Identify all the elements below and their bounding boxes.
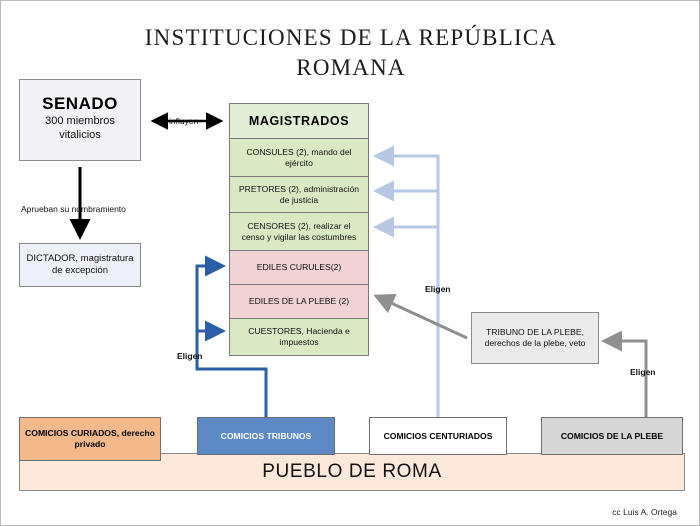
- label-eligen-left: Eligen: [177, 351, 203, 361]
- label-aprueban: Aprueban su nombramiento: [21, 204, 126, 214]
- page-title-line1: INSTITUCIONES DE LA REPÚBLICA: [144, 25, 558, 50]
- pueblo-de-roma-band: PUEBLO DE ROMA: [19, 453, 685, 491]
- magistrados-row-ediles-curules: EDILES CURULES(2): [230, 251, 368, 285]
- senado-title: SENADO: [42, 94, 118, 113]
- magistrados-row-consules: CONSULES (2), mando del ejército: [230, 139, 368, 177]
- magistrados-row-ediles-plebe: EDILES DE LA PLEBE (2): [230, 285, 368, 319]
- magistrados-row-pretores: PRETORES (2), administración de justicia: [230, 177, 368, 213]
- senado-box: [19, 79, 141, 161]
- label-influyen: influyen: [169, 116, 199, 126]
- page-title: [1, 23, 700, 83]
- magistrados-row-censores: CENSORES (2), realizar el censo y vigilar las costumbres: [230, 213, 368, 251]
- senado-detail-1: 300 miembros: [45, 115, 115, 127]
- dictador-box: DICTADOR, magistratura de excepción: [19, 243, 141, 287]
- senado-detail-2: vitalicios: [59, 129, 101, 141]
- magistrados-row-cuestores: CUESTORES, Hacienda e impuestos: [230, 319, 368, 355]
- label-eligen-right: Eligen: [630, 367, 656, 377]
- comicios-plebe-box: COMICIOS DE LA PLEBE: [541, 417, 683, 455]
- tribuno-plebe-box: TRIBUNO DE LA PLEBE, derechos de la plebe, veto: [471, 312, 599, 364]
- magistrados-header: MAGISTRADOS: [230, 104, 368, 139]
- comicios-centuriados-box: COMICIOS CENTURIADOS: [369, 417, 507, 455]
- comicios-curiados-box: COMICIOS CURIADOS, derecho privado: [19, 417, 161, 461]
- label-eligen-center: Eligen: [425, 284, 451, 294]
- credit-text: cc Luis A. Ortega: [612, 507, 677, 517]
- page-title-line2: ROMANA: [296, 55, 406, 80]
- magistrados-stack: [229, 103, 369, 356]
- comicios-tribunos-box: COMICIOS TRIBUNOS: [197, 417, 335, 455]
